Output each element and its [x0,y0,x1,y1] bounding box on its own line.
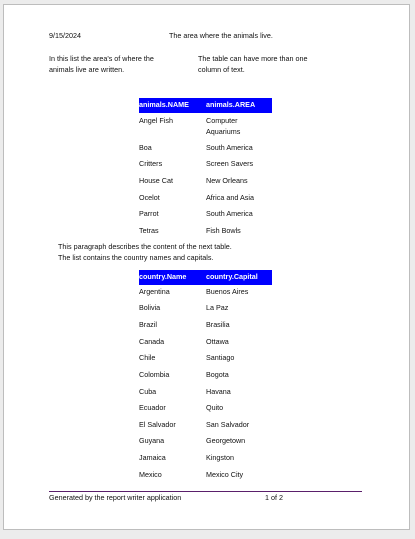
country-cell-col-1: El Salvador [139,420,176,429]
paragraph-line-1: This paragraph describes the content of the next table. [58,242,232,251]
country-cell-col-2: Mexico City [206,470,244,479]
paragraph-line-2: The list contains the country names and capitals. [58,253,214,262]
animals-cell-col-1: Ocelot [139,193,160,202]
country-col-capital: country.Capital [206,272,258,281]
country-cell-col-1: Brazil [139,320,157,329]
country-cell-col-1: Chile [139,353,156,362]
country-cell-col-1: Colombia [139,370,170,379]
animals-cell-col-1: House Cat [139,176,173,185]
country-cell-col-1: Ecuador [139,403,166,412]
animals-cell-col-2: Fish Bowls [206,226,241,235]
country-cell-col-1: Bolivia [139,303,161,312]
footer-page-number: 1 of 2 [265,493,283,502]
country-cell-col-2: La Paz [206,303,229,312]
animals-cell-col-2: Africa and Asia [206,193,254,202]
country-cell-col-1: Guyana [139,436,165,445]
country-cell-col-1: Canada [139,337,165,346]
intro-left-text: In this list the area's of where the animals live are written. [49,54,154,74]
animals-table-header [139,98,272,113]
country-cell-col-1: Mexico [139,470,162,479]
country-cell-col-2: Bogota [206,370,229,379]
report-page [3,4,410,530]
country-cell-col-2: Brasilia [206,320,230,329]
animals-cell-col-1: Boa [139,143,152,152]
country-cell-col-2: Santiago [206,353,235,362]
animals-col-name: animals.NAME [139,100,189,109]
country-cell-col-2: Buenos Aires [206,287,249,296]
country-cell-col-2: Quito [206,403,224,412]
country-cell-col-1: Argentina [139,287,170,296]
country-table-header [139,270,272,285]
country-col-name: country.Name [139,272,187,281]
report-title: The area where the animals live. [169,31,273,40]
country-cell-col-2: Havana [206,387,231,396]
animals-cell-col-2: South America [206,209,253,218]
country-cell-col-2: Ottawa [206,337,229,346]
animals-cell-col-1: Angel Fish [139,116,173,125]
country-cell-col-2: Kingston [206,453,234,462]
country-cell-col-1: Jamaica [139,453,166,462]
country-cell-col-2: San Salvador [206,420,250,429]
animals-cell-col-1: Critters [139,159,163,168]
animals-cell-col-2: Computer Aquariums [206,116,241,136]
country-cell-col-1: Cuba [139,387,157,396]
animals-cell-col-2: South America [206,143,253,152]
country-cell-col-2: Georgetown [206,436,246,445]
footer-generated-text: Generated by the report writer application [49,493,182,502]
animals-col-area: animals.AREA [206,100,256,109]
animals-cell-col-1: Tetras [139,226,159,235]
animals-cell-col-1: Parrot [139,209,159,218]
animals-cell-col-2: Screen Savers [206,159,254,168]
intro-right-text: The table can have more than one column of text. [198,54,308,74]
animals-cell-col-2: New Orleans [206,176,248,185]
report-date: 9/15/2024 [49,31,81,40]
